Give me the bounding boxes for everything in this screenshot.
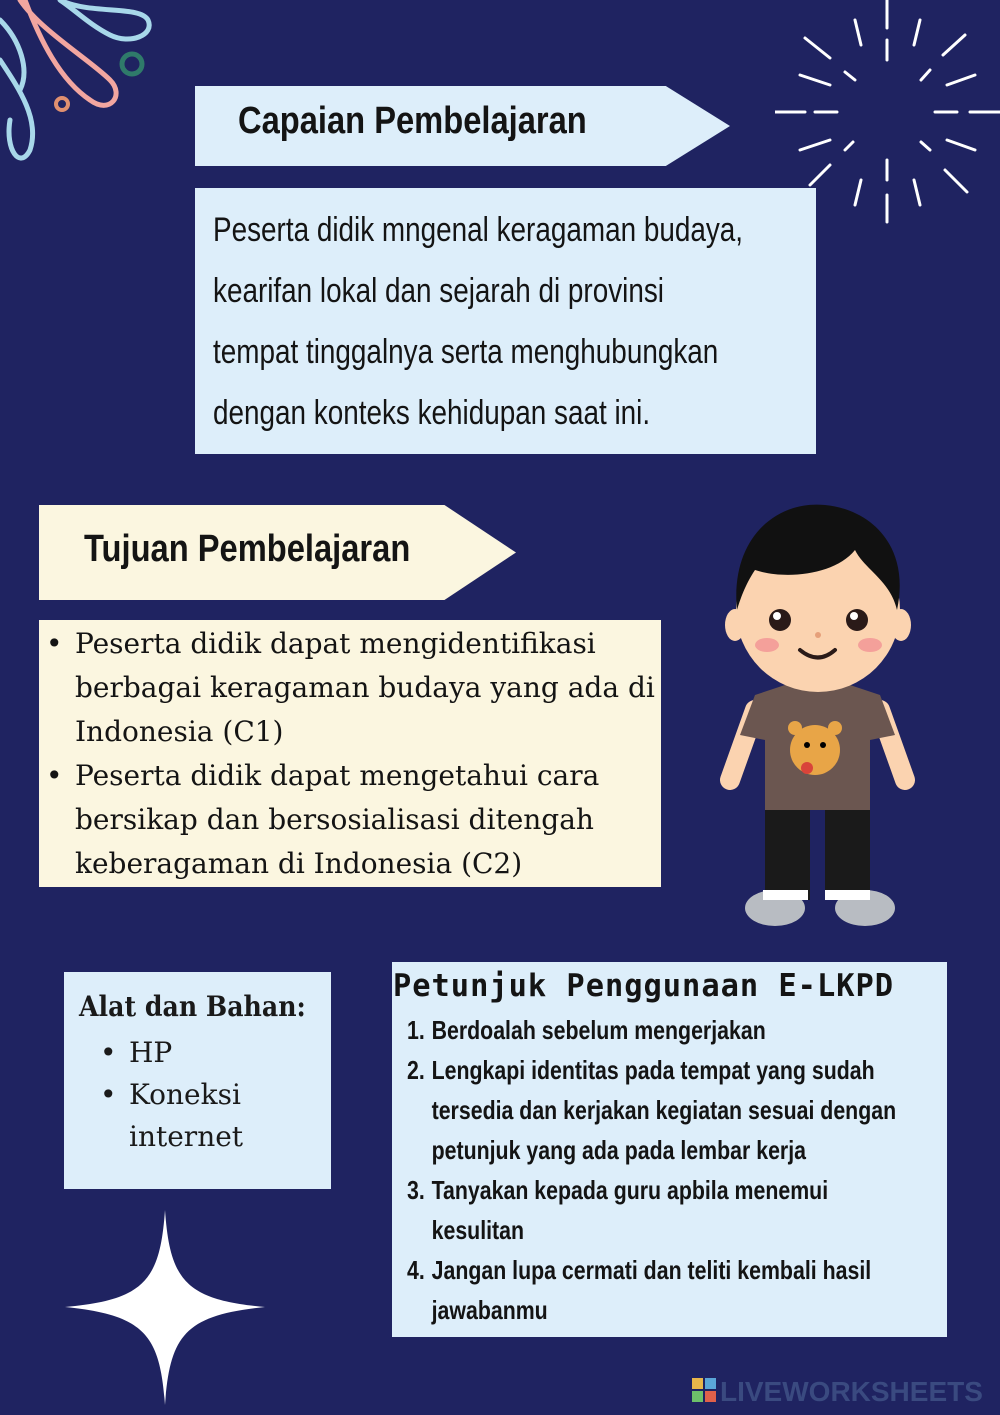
bullet-icon: • (46, 627, 63, 660)
alat-list-item: • Koneksi internet (100, 1074, 320, 1158)
petunjuk-list (407, 1010, 915, 1330)
capaian-line: Peserta didik mngenal keragaman budaya, (213, 211, 744, 249)
flower-doodle-icon (0, 0, 160, 170)
watermark: LIVEWORKSHEETS (720, 1376, 983, 1407)
sparkle-star-icon (65, 1210, 265, 1405)
petunjuk-list-item: 1. Berdoalah sebelum mengerjakan (407, 1015, 766, 1045)
alat-title: Alat dan Bahan: (79, 990, 306, 1023)
petunjuk-list-item: 4. Jangan lupa cermati dan teliti kembali hasil jawabanmu (407, 1255, 872, 1325)
capaian-line: tempat tinggalnya serta menghubungkan (213, 333, 719, 371)
alat-list-item: • HP (100, 1032, 320, 1074)
capaian-text (213, 200, 787, 444)
capaian-line: kearifan lokal dan sejarah di provinsi (213, 272, 664, 310)
bullet-icon: • (46, 759, 63, 792)
bullet-icon: • (100, 1036, 117, 1069)
tujuan-title: Tujuan Pembelajaran (84, 528, 411, 570)
capaian-title: Capaian Pembelajaran (238, 100, 587, 142)
tujuan-list-item: • Peserta didik dapat mengidentifikasi berbagai keragaman budaya yang ada di Indonesia (C1) (46, 622, 656, 754)
bullet-icon: • (100, 1078, 117, 1111)
boy-illustration (715, 500, 915, 940)
tujuan-list (46, 622, 656, 886)
capaian-line: dengan konteks kehidupan saat ini. (213, 394, 651, 432)
alat-list (100, 1032, 320, 1158)
petunjuk-list-item: 3. Tanyakan kepada guru apbila menemui kesulitan (407, 1175, 829, 1245)
liveworksheets-logo-icon (692, 1378, 716, 1402)
tujuan-list-item: • Peserta didik dapat mengetahui cara bersikap dan bersosialisasi ditengah keberagaman di Indonesia (C2) (46, 754, 656, 886)
petunjuk-title: Petunjuk Penggunaan E-LKPD (393, 968, 895, 1004)
petunjuk-list-item: 2. Lengkapi identitas pada tempat yang sudah tersedia dan kerjakan kegiatan sesuai dengan petunjuk yang ada pada lembar kerja (407, 1055, 897, 1165)
